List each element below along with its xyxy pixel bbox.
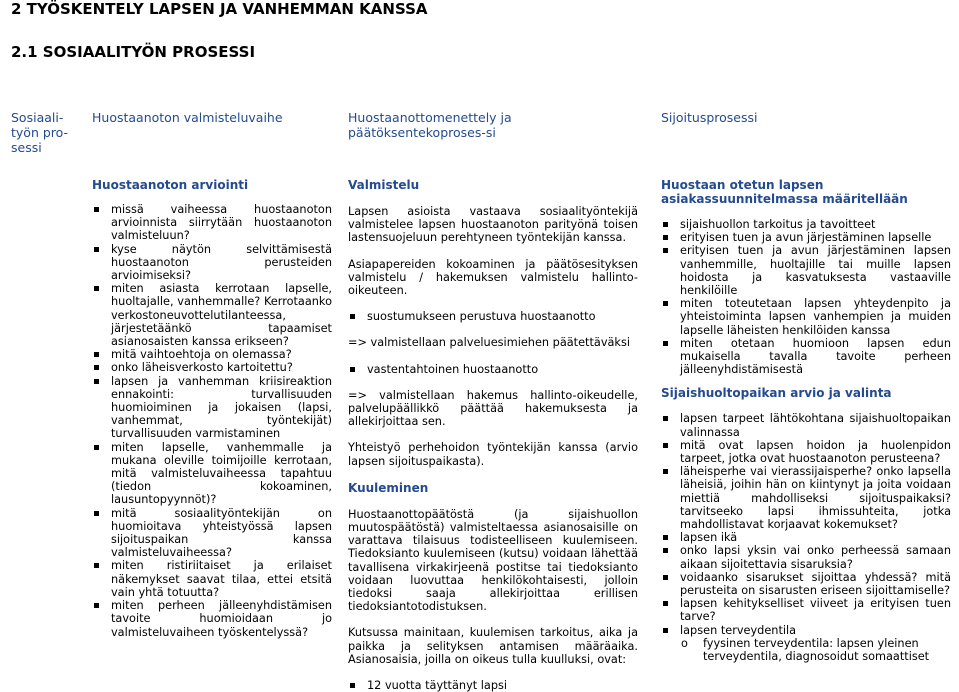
list-item — [92, 282, 332, 348]
sub-list-item: o fyysinen terveydentila: lapsen yleinen terveydentila, diagnosoidut somaattiset — [661, 637, 951, 663]
paragraph: Huostaanottopäätöstä (ja sijaishuollon muutospäätöstä) valmisteltaessa asianosaisille on varattava tilaisuus todisteelliseen kuulemiseen. Tiedoksianto kuulemiseen (kutsu) voidaan lähettää tavallisena virkakirjeenä postitse tai tiedoksianto voidaan luovuttaa henkilökohtaisesti, jolloin tiedoksi saaja allekirjoittaa erillisen tiedoksiantotodistuksen. — [348, 507, 638, 614]
column-title: Huostaanoton arviointi — [92, 178, 249, 192]
paragraph: Yhteistyö perhehoidon työntekijän kanssa (arvio lapsen sijoituspaikasta). — [348, 441, 638, 468]
list-item: miten ristiriitaiset ja erilaiset näkemykset saavat tilaa, ettei etsitä vain yhtä totuutta? — [92, 559, 332, 599]
table-header-placement: Sijoitusprosessi — [661, 110, 758, 125]
table-header-process: Sosiaali-työn pro-sessi — [11, 110, 69, 155]
column-assessment — [92, 178, 332, 639]
assessment-list — [92, 203, 332, 639]
paragraph: => valmistellaan hakemus hallinto-oikeudelle, palvelupäällikkö päättää hakemuksesta ja allekirjoittaa sen. — [348, 388, 638, 429]
table-header-procedure: Huostaanottomenettely ja päätöksentekoproses-si — [348, 110, 512, 140]
list-item: lapsen ja vanhemman kriisireaktion ennakointi: turvallisuuden huomioiminen ja jokaisen (lapsi, vanhemmat, työntekijät) turvallisuuden varmistaminen — [92, 375, 332, 441]
list-item: mitä sosiaalityöntekijän on huomioitava yhteistyössä lapsen sijoituspaikan kanssa valmisteluvaiheessa? — [92, 507, 332, 560]
list-item: miten toteutetaan lapsen yhteydenpito ja yhteistoiminta lapsen vanhempien ja muiden lapselle läheisten henkilöiden kanssa — [661, 297, 951, 337]
list-item-text: Kerrotaanko verkostoneuvottelutilanteessa, järjestetäänkö tapaamiset asianosaisten kanssa erikseen? — [111, 295, 332, 349]
list-item: lapsen terveydentila — [661, 624, 951, 637]
list-item: miten lapselle, vanhemmalle ja mukana oleville toimijoille kerrotaan, mitä valmisteluvaiheessa tapahtuu (tiedon kokoaminen, lausuntopyynnöt)? — [92, 441, 332, 507]
section-subtitle: Kuuleminen — [348, 480, 429, 495]
list-item-text: miten asiasta kerrotaan lapselle, huoltajalle, vanhemmalle? — [111, 282, 332, 309]
list-item: mitä ovat lapsen hoidon ja huolenpidon tarpeet, jotka ovat huostaanoton perusteena? — [661, 439, 951, 465]
list-item: mitä vaihtoehtoja on olemassa? — [92, 348, 332, 361]
list-item: erityisen tuen ja avun järjestäminen lapselle — [661, 231, 951, 244]
list-item: onko läheisverkosto kartoitettu? — [92, 361, 332, 374]
list-item: erityisen tuen ja avun järjestäminen lapsen vanhemmille, huoltajille tai muille lapsen hoidosta ja kasvatuksesta vastaaville henkilöille — [661, 244, 951, 297]
list-item: onko lapsi yksin vai onko perheessä samaan aikaan sijoitettavia sisaruksia? — [661, 544, 951, 570]
paragraph: Asiapapereiden kokoaminen ja päätösesityksen valmistelu / hakemuksen valmistelu hallinto-oikeuteen. — [348, 257, 638, 298]
paragraph: => valmistellaan palveluesimiehen päätettäväksi — [348, 336, 630, 350]
bullet-list — [348, 363, 638, 376]
list-item: sijaishuollon tarkoitus ja tavoitteet — [661, 218, 951, 231]
bullet-list — [348, 679, 638, 692]
list-item: missä vaiheessa huostaanoton arvioinnista siirrytään huostaanoton valmisteluun? — [92, 203, 332, 243]
heading-chapter: 2 TYÖSKENTELY LAPSEN JA VANHEMMAN KANSSA — [11, 0, 428, 18]
list-item: voidaanko sisarukset sijoittaa yhdessä? mitä perusteita on sisarusten eriseen sijoittamiselle? — [661, 571, 951, 597]
list-item: lapsen kehitykselliset viiveet ja erityisen tuen tarve? — [661, 597, 951, 623]
column-title: Huostaan otetun lapsen asiakassuunnitelmassa määritellään — [661, 178, 908, 206]
column-placement — [661, 178, 951, 663]
list-item: 12 vuotta täyttänyt lapsi — [348, 679, 638, 692]
heading-section: 2.1 SOSIAALITYÖN PROSESSI — [11, 43, 256, 61]
column-title: Valmistelu — [348, 178, 420, 192]
table-header-preparation: Huostaanoton valmisteluvaihe — [92, 110, 283, 125]
list-item: lapsen tarpeet lähtökohtana sijaishuoltopaikan valinnassa — [661, 412, 951, 438]
placement-list — [661, 412, 951, 636]
bullet-list — [348, 310, 638, 323]
paragraph: Kutsussa mainitaan, kuulemisen tarkoitus, aika ja paikka ja selityksen antamisen määräaika. Asianosaisia, joilla on oikeus tulla kuulluksi, ovat: — [348, 626, 638, 666]
section-subtitle: Sijaishuoltopaikan arvio ja valinta — [661, 386, 892, 401]
paragraph: Lapsen asioista vastaava sosiaalityöntekijä valmistelee lapsen huostaanoton parityönä toisen lastensuojeluun perehtyneen työntekijän kanssa. — [348, 205, 638, 245]
list-item: lapsen ikä — [661, 531, 951, 544]
list-item: miten perheen jälleenyhdistämisen tavoite huomioidaan jo valmisteluvaiheen työskentelyssä? — [92, 599, 332, 639]
column-preparation — [348, 178, 638, 692]
plan-list — [661, 218, 951, 376]
list-item: miten otetaan huomioon lapsen edun mukaisella tavalla tavoite perheen jälleenyhdistämisestä — [661, 337, 951, 377]
list-item: suostumukseen perustuva huostaanotto — [348, 310, 638, 323]
list-item: vastentahtoinen huostaanotto — [348, 363, 638, 376]
list-item: läheisperhe vai vierassijaisperhe? onko lapsella läheisiä, joihin hän on kiintynyt ja joita voidaan miettiä mahdolliseksi sijoituspaikaksi? tarvitseeko lapsi ihmissuhteita, jotka mahdollistavat korjaavat kokemukset? — [661, 465, 951, 531]
list-item: kyse näytön selvittämisestä huostaanoton perusteiden arvioimiseksi? — [92, 243, 332, 283]
